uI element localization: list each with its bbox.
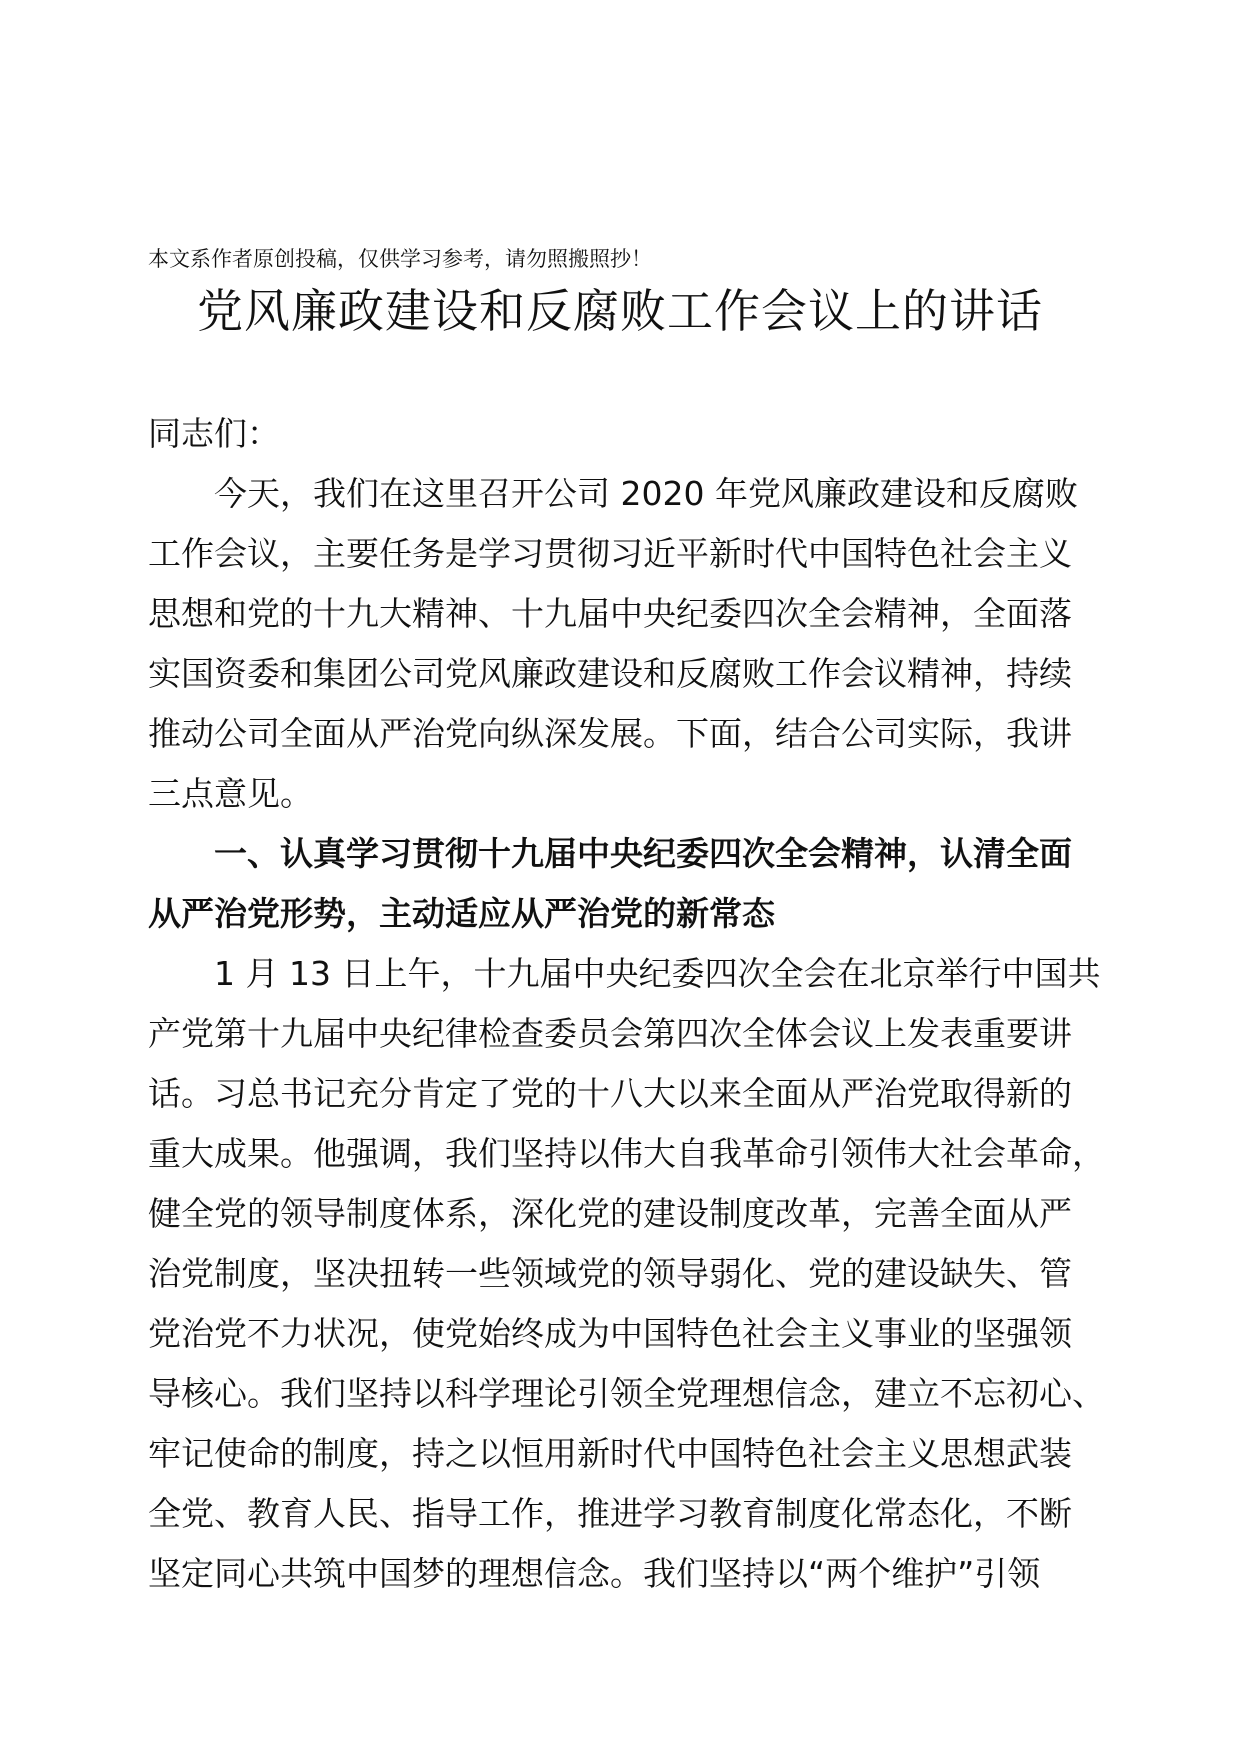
paragraph-line: 实国资委和集团公司党风廉政建设和反腐败工作会议精神，持续 xyxy=(148,654,1072,693)
document-body xyxy=(148,404,1128,1604)
paragraph-line: 话。习总书记充分肯定了党的十八大以来全面从严治党取得新的 xyxy=(148,1074,1072,1113)
document-title: 党风廉政建设和反腐败工作会议上的讲话 xyxy=(197,284,1043,338)
paragraph-line: 推动公司全面从严治党向纵深发展。下面，结合公司实际，我讲 xyxy=(148,714,1072,753)
paragraph-line: 今天，我们在这里召开公司 2020 年党风廉政建设和反腐败 xyxy=(214,474,1078,513)
paragraph-line: 导核心。我们坚持以科学理论引领全党理想信念，建立不忘初心、 xyxy=(148,1374,1105,1413)
section-heading: 一、认真学习贯彻十九届中央纪委四次全会精神，认清全面 xyxy=(214,834,1072,873)
paragraph-line: 重大成果。他强调，我们坚持以伟大自我革命引领伟大社会革命， xyxy=(148,1134,1105,1173)
paragraph-line: 健全党的领导制度体系，深化党的建设制度改革，完善全面从严 xyxy=(148,1194,1072,1233)
copyright-notice: 本文系作者原创投稿，仅供学习参考，请勿照搬照抄！ xyxy=(148,247,652,271)
paragraph-line: 1 月 13 日上午，十九届中央纪委四次全会在北京举行中国共 xyxy=(214,954,1101,993)
paragraph-line: 牢记使命的制度，持之以恒用新时代中国特色社会主义思想武装 xyxy=(148,1434,1072,1473)
paragraph-line: 治党制度，坚决扭转一些领域党的领导弱化、党的建设缺失、管 xyxy=(148,1254,1072,1293)
paragraph-line: 党治党不力状况，使党始终成为中国特色社会主义事业的坚强领 xyxy=(148,1314,1072,1353)
paragraph-line: 坚定同心共筑中国梦的理想信念。我们坚持以“两个维护”引领 xyxy=(148,1554,1041,1593)
paragraph-line: 思想和党的十九大精神、十九届中央纪委四次全会精神，全面落 xyxy=(148,594,1072,633)
paragraph-line: 三点意见。 xyxy=(148,774,313,813)
greeting: 同志们： xyxy=(148,414,280,453)
paragraph-line: 产党第十九届中央纪律检查委员会第四次全体会议上发表重要讲 xyxy=(148,1014,1072,1053)
section-heading: 从严治党形势，主动适应从严治党的新常态 xyxy=(148,894,775,933)
paragraph-line: 工作会议，主要任务是学习贯彻习近平新时代中国特色社会主义 xyxy=(148,534,1072,573)
paragraph-line: 全党、教育人民、指导工作，推进学习教育制度化常态化，不断 xyxy=(148,1494,1072,1533)
